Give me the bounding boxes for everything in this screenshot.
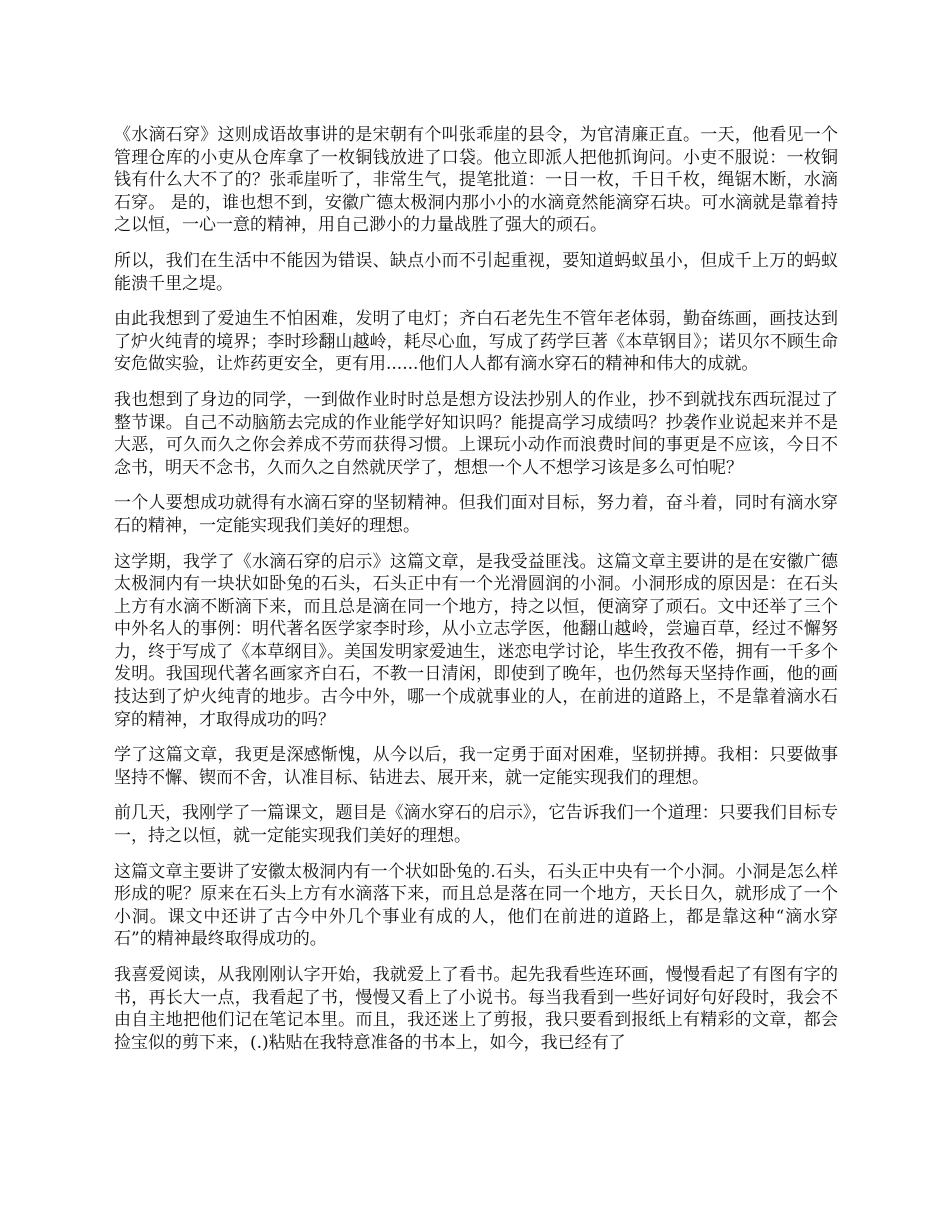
paragraph: 一个人要想成功就得有水滴石穿的坚韧精神。但我们面对目标，努力着，奋斗着，同时有滴水穿石的精神，一定能实现我们美好的理想。 [114,493,838,536]
paragraph: 《水滴石穿》这则成语故事讲的是宋朝有个叫张乖崖的县令，为官清廉正直。一天，他看见一个管理仓库的小吏从仓库拿了一枚铜钱放进了口袋。他立即派人把他抓询问。小吏不服说：一枚铜钱有什么大不了的？张乖崖听了，非常生气，提笔批道：一日一枚，千日千枚，绳锯木断，水滴石穿。 是的，谁也想不到，安徽广德太极洞内那小小的水滴竟然能滴穿石块。可水滴就是靠着持之以恒，一心一意的精神，用自己渺小的力量战胜了强大的顽石。 [114,125,838,236]
paragraph: 前几天，我刚学了一篇课文，题目是《滴水穿石的启示》，它告诉我们一个道理：只要我们目标专一，持之以恒，就一定能实现我们美好的理想。 [114,803,838,847]
paragraph: 我也想到了身边的同学，一到做作业时时总是想方设法抄别人的作业，抄不到就找东西玩混过了整节课。自己不动脑筋去完成的作业能学好知识吗？能提高学习成绩吗？抄袭作业说起来并不是大恶，可久而久之你会养成不劳而获得习惯。上课玩小动作而浪费时间的事更是不应该，今日不念书，明天不念书，久而久之自然就厌学了，想想一个人不想学习该是多么可怕呢？ [114,389,838,478]
article-body [114,124,838,1067]
paragraph: 我喜爱阅读，从我刚刚认字开始，我就爱上了看书。起先我看些连环画，慢慢看起了有图有字的书，再长大一点，我看起了书，慢慢又看上了小说书。每当我看到一些好词好句好段时，我会不由自主地把他们记在笔记本里。而且，我还迷上了剪报，我只要看到报纸上有精彩的文章，都会捡宝似的剪下来，(.)粘贴在我特意准备的书本上，如今，我已经有了 [114,965,838,1053]
paragraph: 这篇文章主要讲了安徽太极洞内有一个状如卧兔的.石头，石头正中央有一个小洞。小洞是怎么样形成的呢？原来在石头上方有水滴落下来，而且总是落在同一个地方，天长日久，就形成了一个小洞。课文中还讲了古今中外几个事业有成的人，他们在前进的道路上，都是靠这种“滴水穿石”的精神最终取得成功的。 [114,861,838,950]
paragraph: 学了这篇文章，我更是深感惭愧，从今以后，我一定勇于面对困难，坚韧拼搏。我相：只要做事坚持不懈、锲而不舍，认准目标、钻进去、展开来，就一定能实现我们的理想。 [114,745,838,788]
paragraph: 这学期，我学了《水滴石穿的启示》这篇文章，是我受益匪浅。这篇文章主要讲的是在安徽广德太极洞内有一块状如卧兔的石头，石头正中有一个光滑圆润的小洞。小洞形成的原因是：在石头上方有水滴不断滴下来，而且总是滴在同一个地方，持之以恒，便滴穿了顽石。文中还举了三个中外名人的事例：明代著名医学家李时珍，从小立志学医，他翻山越岭，尝遍百草，经过不懈努力，终于写成了《本草纲目》。美国发明家爱迪生，迷恋电学讨论，毕生孜孜不倦，拥有一千多个发明。我国现代著名画家齐白石，不教一日清闲，即使到了晚年，也仍然每天坚持作画，他的画技达到了炉火纯青的地步。古今中外，哪一个成就事业的人，在前进的道路上，不是靠着滴水石穿的精神，才取得成功的吗？ [114,551,838,730]
paragraph: 由此我想到了爱迪生不怕困难，发明了电灯；齐白石老先生不管年老体弱，勤奋练画，画技达到了炉火纯青的境界；李时珍翻山越岭，耗尽心血，写成了药学巨著《本草钢目》；诺贝尔不顾生命安危做实验，让炸药更安全，更有用......他们人人都有滴水穿石的精神和伟大的成就。 [114,309,838,375]
paragraph: 所以，我们在生活中不能因为错误、缺点小而不引起重视，要知道蚂蚁虽小，但成千上万的蚂蚁能溃千里之堤。 [114,250,838,294]
